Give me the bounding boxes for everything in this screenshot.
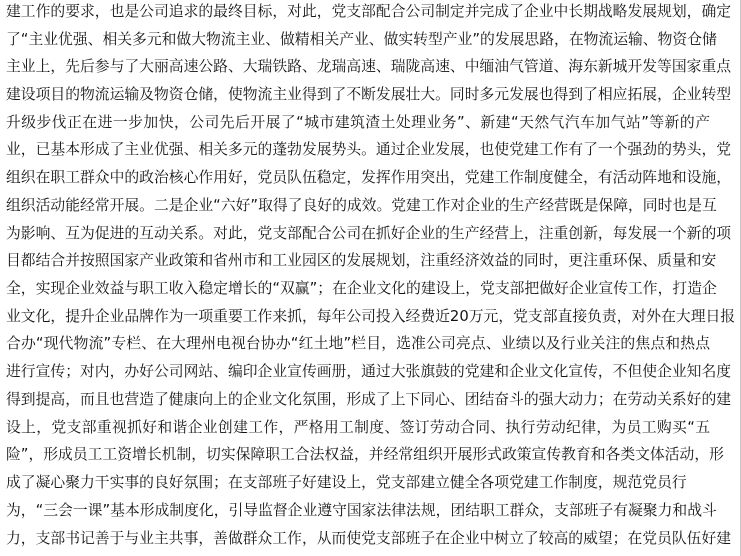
- paragraph-line: 组织在职工群众中的政治核心作用好，党员队伍稳定，发挥作用突出，党建工作制度健全，有活动阵地和设施，: [6, 169, 732, 186]
- paragraph-line: 进行宣传；对内，办好公司网站、编印企业宣传画册，通过大张旗鼓的党建和企业文化宣传，不但使企业知名度: [6, 363, 732, 380]
- paragraph-line: 设上，党支部重视抓好和谐企业创建工作，严格用工制度、签订劳动合同、执行劳动纪律，为员工购买“五: [6, 419, 710, 436]
- paragraph-line: 全，实现企业效益与职工收入稳定增长的“双赢”；在企业文化的建设上，党支部把做好企业宣传工作，打造企: [6, 280, 717, 297]
- paragraph-line: 建工作的要求，也是公司追求的最终目标，对此，党支部配合公司制定并完成了企业中长期战略发展规划，确定: [6, 3, 732, 20]
- paragraph-line: 升级步伐正在进一步加快，公司先后开展了“城市建筑渣土处理业务”、新建“天然气汽车加气站”等新的产: [6, 114, 710, 131]
- paragraph-line: 得到提高，而且也营造了健康向上的企业文化氛围，形成了上下同心、团结奋斗的强大动力；在劳动关系好的建: [6, 391, 732, 408]
- paragraph-line: 成了凝心聚力干实事的良好氛围；在支部班子好建设上，党支部建立健全各项党建工作制度，规范党员行: [6, 474, 687, 491]
- paragraph-line: 了“主业优强、相关多元和做大物流主业、做精相关产业、做实转型产业”的发展思路，在物流运输、物资仓储: [6, 31, 717, 48]
- paragraph-line: 险”，形成员工工资增长机制，切实保障职工合法权益，并经常组织开展形式政策宣传教育和各类文体活动，形: [6, 446, 724, 463]
- paragraph-line: 主业上，先后参与了大丽高速公路、大瑞铁路、龙瑞高速、瑞陇高速、中缅油气管道、海东新城开发等国家重点: [6, 58, 732, 75]
- paragraph-line: 建设项目的物流运输及物资仓储，使物流主业得到了不断发展壮大。同时多元发展也得到了相应拓展，企业转型: [6, 86, 732, 103]
- paragraph-line: 业，已基本形成了主业优强、相关多元的蓬勃发展势头。通过企业发展，也使党建工作有了一个强劲的势头，党: [6, 141, 732, 158]
- paragraph-line: 合办“现代物流”专栏、在大理州电视台协办“红土地”栏目，选准公司亮点、业绩以及行业关注的焦点和热点: [6, 335, 710, 352]
- paragraph-line: 为影响、互为促进的互动关系。对此，党支部配合公司在抓好企业的生产经营上，注重创新，每发展一个新的项: [6, 225, 732, 242]
- paragraph-line: 业文化，提升企业品牌作为一项重要工作来抓，每年公司投入经费近20万元，党支部直接负责，对外在大理日报: [6, 308, 736, 325]
- paragraph-line: 组织活动能经常开展。二是企业“六好”取得了良好的成效。党建工作对企业的生产经营既是保障，同时也是互: [6, 197, 717, 214]
- paragraph-line: 力，支部书记善于与业主共事，善做群众工作，从而使党支部班子在企业中树立了较高的威望；在党员队伍好建: [6, 530, 732, 547]
- paragraph-line: 目都结合并按照国家产业政策和省州市和工业园区的发展规划，注重经济效益的同时，更注重环保、质量和安: [6, 252, 717, 269]
- paragraph-line: 为，“三会一课”基本形成制度化，引导监督企业遵守国家法律法规，团结职工群众，支部班子有凝聚力和战斗: [6, 502, 717, 519]
